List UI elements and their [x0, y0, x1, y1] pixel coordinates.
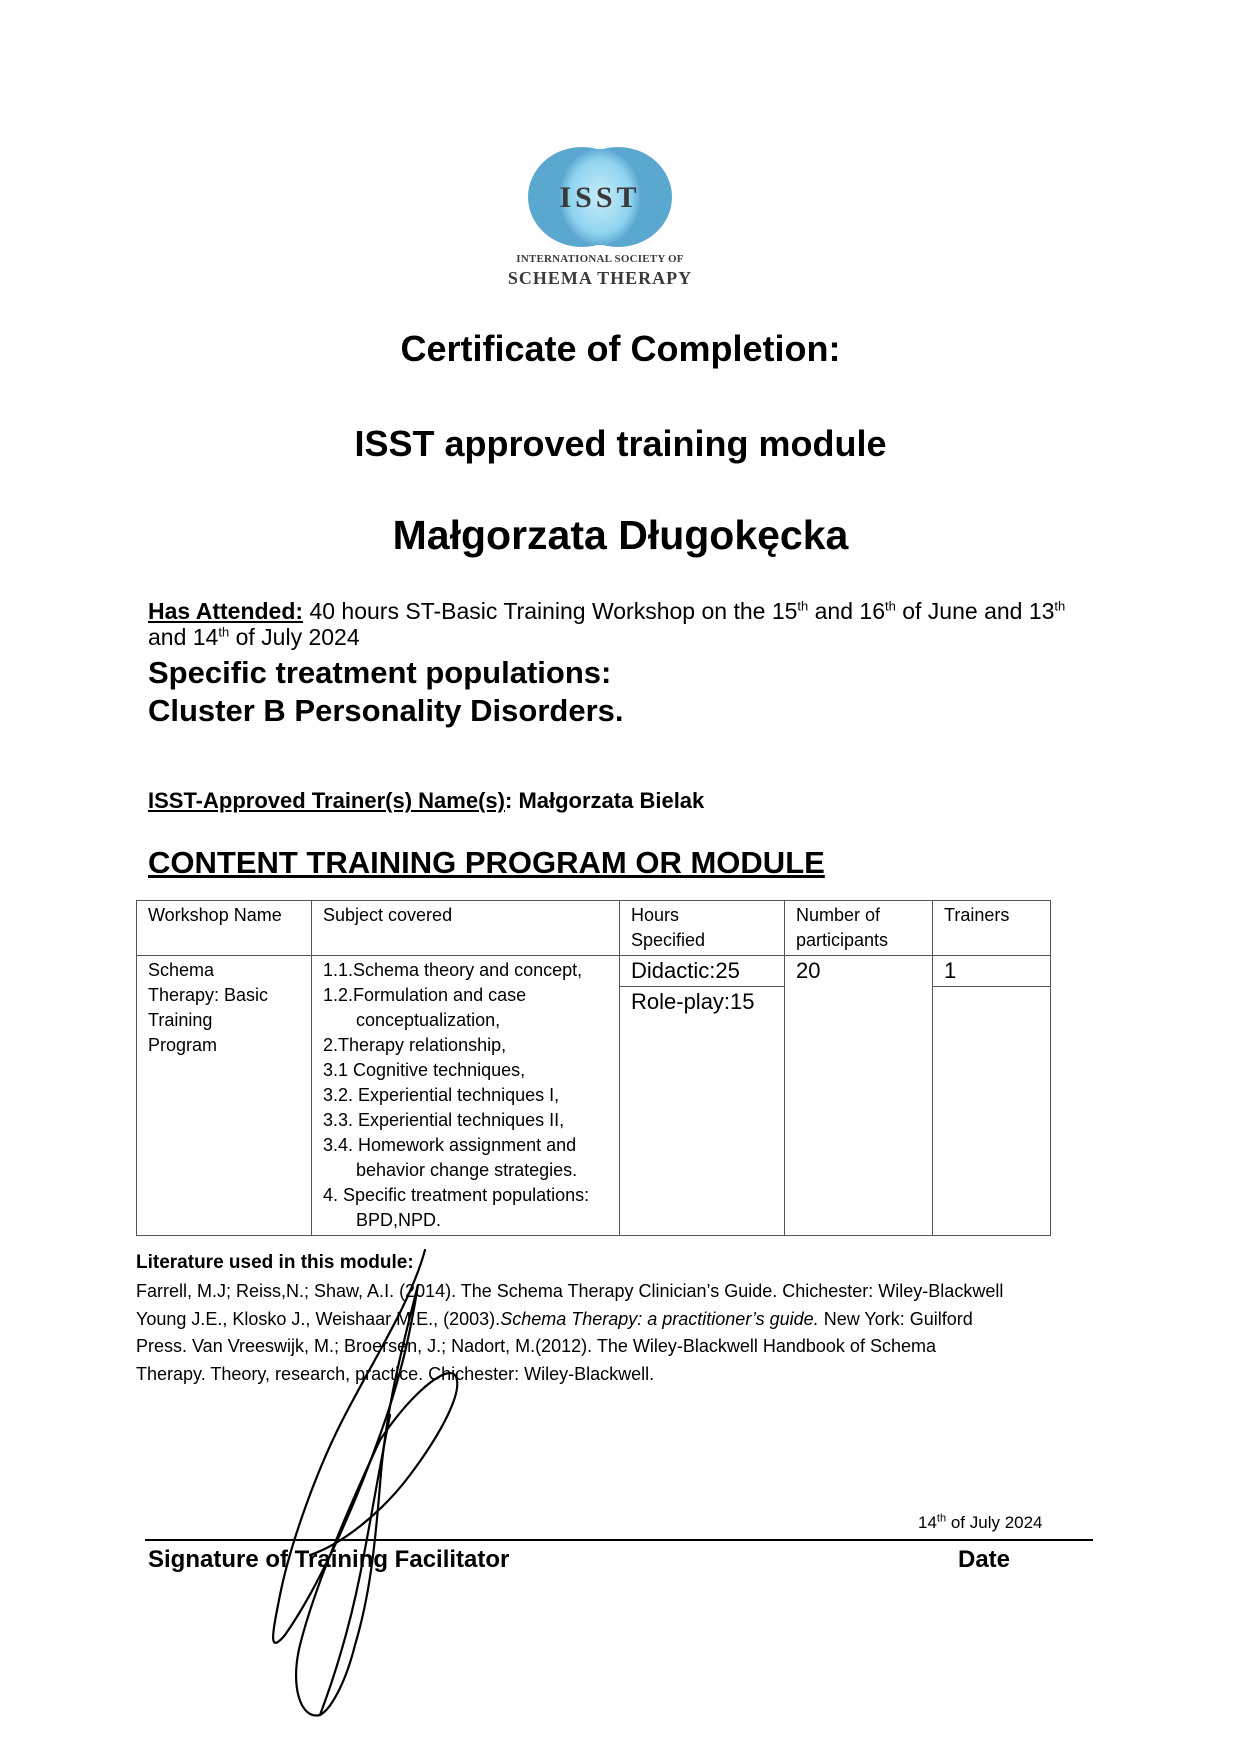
attended-statement: [148, 598, 1088, 650]
literature-line: Farrell, M.J; Reiss,N.; Shaw, A.I. (2014). The Schema Therapy Clinician’s Guide. Chichester: Wiley-Blackwell: [136, 1281, 1004, 1301]
subject-item: conceptualization,: [356, 1010, 501, 1030]
hours-didactic: Didactic:25: [620, 956, 784, 987]
training-table: [136, 900, 1051, 1236]
trainer-label: ISST-Approved Trainer(s) Name(s): [148, 788, 505, 813]
certificate-title: Certificate of Completion:: [400, 328, 841, 369]
literature-book-title: Schema Therapy: a practitioner’s guide.: [500, 1308, 819, 1329]
hours-role-play: Role-play:15: [631, 989, 755, 1014]
workshop-line: Therapy: Basic: [148, 985, 269, 1005]
cell-participants: 20: [785, 956, 933, 1236]
ordinal-suffix: th: [797, 598, 809, 614]
subject-item: 3.3. Experiential techniques II,: [323, 1110, 565, 1130]
cell-workshop: [137, 956, 312, 1236]
subject-item: 1.2.Formulation and case: [323, 985, 527, 1005]
handwritten-signature: [260, 1245, 490, 1725]
ordinal-suffix: th: [936, 1512, 947, 1525]
logo-org-line1: INTERNATIONAL SOCIETY OF: [516, 253, 684, 265]
literature-heading: Literature used in this module:: [136, 1252, 414, 1273]
recipient-name: Małgorzata Długokęcka: [392, 512, 849, 558]
subject-item: 1.1.Schema theory and concept,: [323, 960, 583, 980]
cell-hours: [620, 956, 785, 1236]
subject-list: [323, 958, 608, 1233]
ordinal-suffix: th: [218, 624, 230, 640]
header-hours-line2: Specified: [631, 930, 706, 950]
attended-text: and 16: [808, 598, 885, 624]
literature-text: New York: Guilford: [818, 1308, 973, 1329]
attended-text: and 14: [148, 624, 219, 650]
workshop-line: Training: [148, 1010, 213, 1030]
table-row: [137, 956, 1051, 1236]
trainer-name: Małgorzata Bielak: [518, 788, 705, 813]
literature-text: Young J.E., Klosko J., Weishaar M.E., (2003).: [136, 1308, 501, 1329]
certificate-subtitle: ISST approved training module: [354, 423, 887, 464]
specific-line1: Specific treatment populations:: [148, 655, 612, 690]
header-participants-line1: Number of: [796, 905, 881, 925]
header-participants-line2: participants: [796, 930, 889, 950]
date-value: [918, 1513, 1043, 1533]
attended-text: of June and 13: [895, 598, 1055, 624]
trainer-line: [148, 788, 704, 814]
literature-line: Press. Van Vreeswijk, M.; Broersen, J.; Nadort, M.(2012). The Wiley-Blackwell Handbook of Schema: [136, 1336, 936, 1356]
literature-line: Therapy. Theory, research, practice. Chichester: Wiley-Blackwell.: [136, 1363, 655, 1384]
ordinal-suffix: th: [1054, 598, 1066, 614]
logo-org-line2: SCHEMA THERAPY: [507, 268, 693, 288]
header-participants: [785, 901, 933, 956]
specific-populations: [148, 654, 624, 730]
cell-trainers: [933, 956, 1051, 1236]
date-label: Date: [958, 1546, 1011, 1573]
header-trainers: Trainers: [933, 901, 1051, 956]
subject-item: 4. Specific treatment populations:: [323, 1185, 590, 1205]
ordinal-suffix: th: [885, 598, 896, 614]
subject-item: 3.4. Homework assignment and: [323, 1135, 577, 1155]
date-rest: of July 2024: [946, 1513, 1043, 1532]
logo-acronym: ISST: [559, 181, 641, 214]
workshop-line: Schema: [148, 960, 215, 980]
workshop-line: Program: [148, 1035, 218, 1055]
subject-item: behavior change strategies.: [356, 1160, 578, 1180]
attended-text: 40 hours ST-Basic Training Workshop on the 15: [303, 598, 798, 624]
specific-line2: Cluster B Personality Disorders.: [148, 693, 624, 728]
table-header-row: [137, 901, 1051, 956]
subject-item: 3.1 Cognitive techniques,: [323, 1060, 526, 1080]
date-day: 14: [918, 1513, 937, 1532]
content-heading: CONTENT TRAINING PROGRAM OR MODULE: [148, 845, 825, 880]
subject-item: 3.2. Experiential techniques I,: [323, 1085, 560, 1105]
subject-item: BPD,NPD.: [356, 1210, 442, 1230]
header-workshop: Workshop Name: [137, 901, 312, 956]
cell-subjects: [312, 956, 620, 1236]
header-hours: [620, 901, 785, 956]
trainers-value: 1: [933, 956, 1050, 987]
header-subject: Subject covered: [312, 901, 620, 956]
subject-item: 2.Therapy relationship,: [323, 1035, 507, 1055]
trainer-colon: :: [504, 788, 519, 813]
attended-label: Has Attended:: [148, 598, 304, 624]
header-hours-line1: Hours: [631, 905, 680, 925]
attended-text: of July 2024: [229, 624, 360, 650]
signature-label: Signature of Training Facilitator: [148, 1546, 510, 1573]
